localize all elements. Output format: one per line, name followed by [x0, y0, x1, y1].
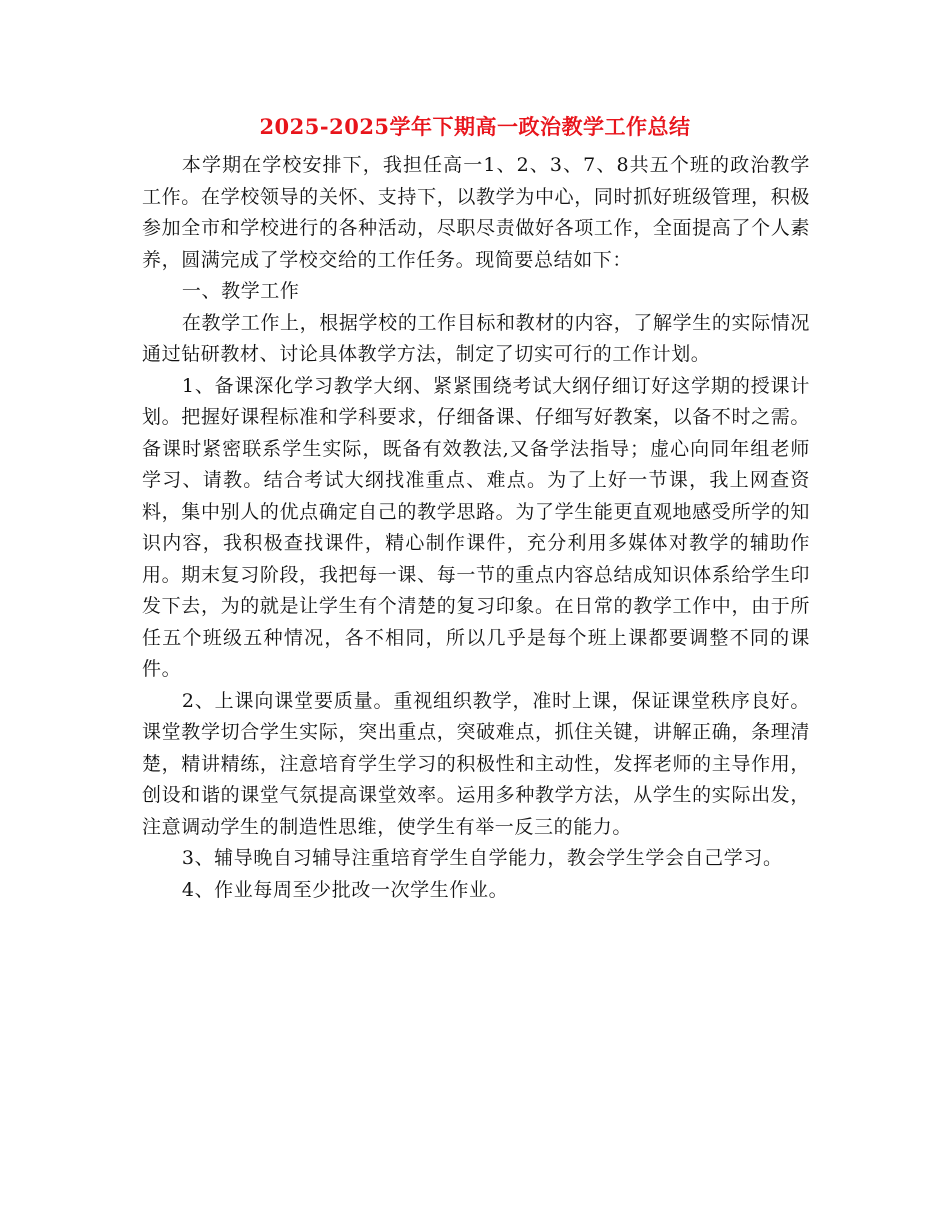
classroom-quality-paragraph: 2、上课向课堂要质量。重视组织教学，准时上课，保证课堂秩序良好。课堂教学切合学生实际，突出重点，突破难点，抓住关键，讲解正确，条理清楚，精讲精练，注意培育学生学习的积极性和主动性，发挥老师的主导作用，创设和谐的课堂气氛提高课堂效率。运用多种教学方法，从学生的实际出发，注意调动学生的制造性思维，使学生有举一反三的能力。	[142, 689, 810, 838]
intro-paragraph: 本学期在学校安排下，我担任高一1、2、3、7、8共五个班的政治教学工作。在学校领导的关怀、支持下，以教学为中心，同时抓好班级管理，积极参加全市和学校进行的各种活动，尽职尽责做好各项工作，全面提高了个人素养，圆满完成了学校交给的工作任务。现简要总结如下：	[142, 154, 810, 271]
document-title: 2025-2025学年下期高一政治教学工作总结	[259, 114, 691, 139]
homework-paragraph: 4、作业每周至少批改一次学生作业。	[181, 878, 509, 901]
lesson-prep-paragraph: 1、备课深化学习教学大纲、紧紧围绕考试大纲仔细订好这学期的授课计划。把握好课程标准和学科要求，仔细备课、仔细写好教案，以备不时之需。备课时紧密联系学生实际，既备有效教法,又备学法指导；虚心向同年组老师学习、请教。结合考试大纲找准重点、难点。为了上好一节课，我上网查资料，集中别人的优点确定自己的教学思路。为了学生能更直观地感受所学的知识内容，我积极查找课件，精心制作课件，充分利用多媒体对教学的辅助作用。期末复习阶段，我把每一课、每一节的重点内容总结成知识体系给学生印发下去，为的就是让学生有个清楚的复习印象。在日常的教学工作中，由于所任五个班级五种情况，各不相同，所以几乎是每个班上课都要调整不同的课件。	[142, 374, 810, 680]
teaching-overview-paragraph: 在教学工作上，根据学校的工作目标和教材的内容，了解学生的实际情况通过钻研教材、讨论具体教学方法，制定了切实可行的工作计划。	[142, 311, 810, 365]
document-body	[142, 150, 810, 906]
evening-study-paragraph: 3、辅导晚自习辅导注重培育学生自学能力，教会学生学会自己学习。	[181, 847, 783, 869]
section-heading-teaching: 一、教学工作	[181, 280, 300, 302]
